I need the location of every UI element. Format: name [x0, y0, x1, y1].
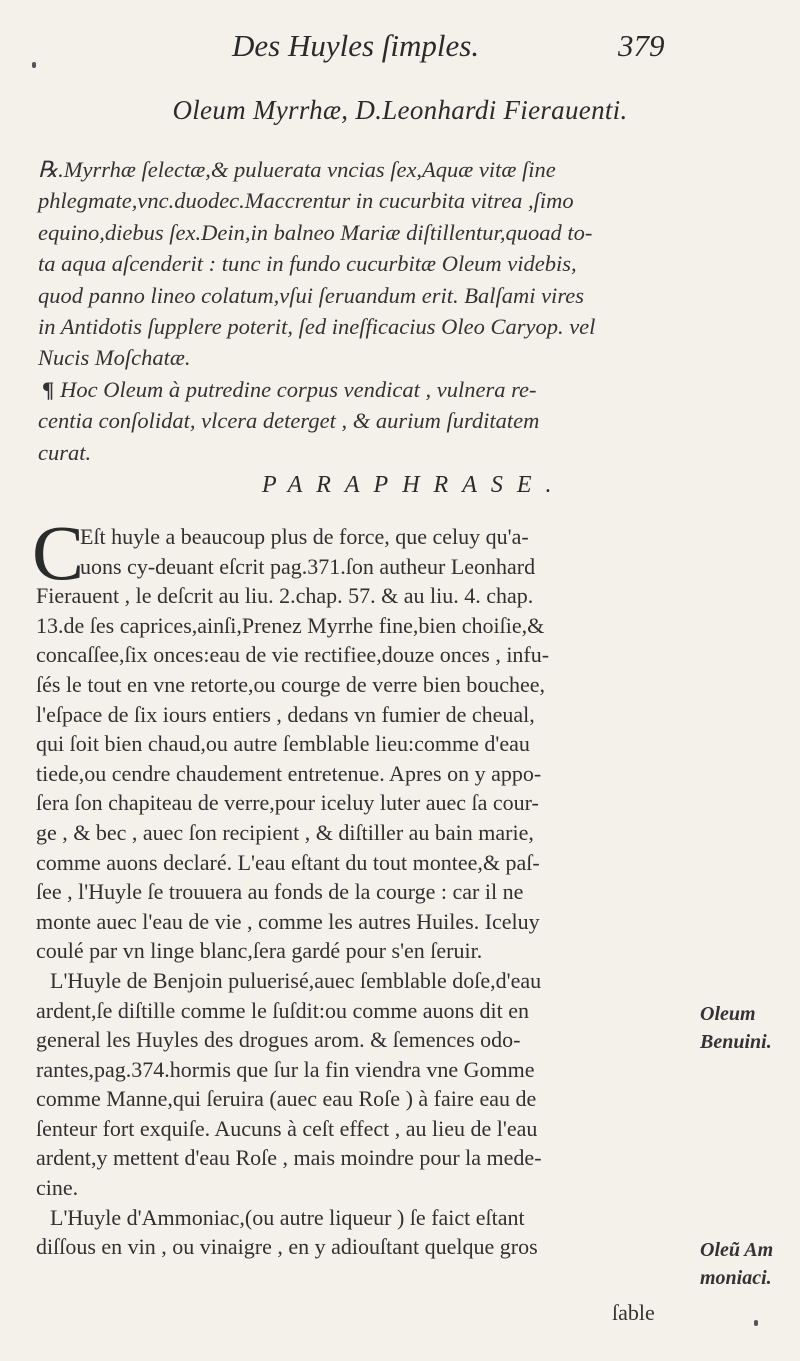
- body-line: 13.de ſes caprices,ainſi,Prenez Myrrhe fine,bien choiſie,&: [36, 612, 545, 638]
- body-line: concaſſee,ſix onces:eau de vie rectifiee,douze onces , infu-: [36, 642, 550, 668]
- body-line: L'Huyle de Benjoin puluerisé,auec ſemblable doſe,d'eau: [50, 967, 542, 993]
- body-line: tiede,ou cendre chaudement entretenue. Apres on y appo-: [36, 760, 542, 786]
- latin-line: phlegmate,vnc.duodec.Maccrentur in cucurbita vitrea ,ſimo: [38, 188, 574, 214]
- body-line: diſſous en vin , ou vinaigre , en y adiouſtant quelque gros: [36, 1234, 538, 1260]
- body-line: ge , & bec , auec ſon recipient , & diſtiller au bain marie,: [36, 819, 534, 845]
- body-line: ardent,ſe diſtille comme le ſuſdit:ou comme auons dit en: [36, 997, 530, 1023]
- body-line: qui ſoit bien chaud,ou autre ſemblable lieu:comme d'eau: [36, 731, 530, 757]
- latin-line: ℞.Myrrhæ ſelectæ,& puluerata vncias ſex,Aquæ vitæ ſine: [38, 157, 556, 182]
- latin-note-line: centia conſolidat, vlcera deterget , & aurium ſurditatem: [38, 408, 540, 434]
- latin-line: in Antidotis ſupplere poterit, ſed ineſficacius Oleo Caryop. vel: [38, 314, 596, 340]
- section-heading: PARAPHRASE.: [262, 472, 566, 498]
- pilcrow-mark: ¶: [42, 376, 55, 402]
- margin-note-benjoin: Oleum Benuini.: [700, 1003, 772, 1053]
- body-line: cine.: [36, 1175, 79, 1201]
- catchword: ſable: [612, 1300, 655, 1325]
- body-line: ſés le tout en vne retorte,ou courge de verre bien bouchee,: [36, 671, 546, 697]
- body-line: coulé par vn linge blanc,ſera gardé pour s'en ſeruir.: [36, 938, 483, 964]
- body-text: [36, 522, 726, 1262]
- body-line: l'eſpace de ſix iours entiers , dedans vn fumier de cheual,: [36, 701, 535, 727]
- margin-note-ammoniac: Oleũ Am moniaci.: [700, 1239, 774, 1289]
- body-line: uons cy-deuant eſcrit pag.371.ſon autheur Leonhard: [80, 553, 536, 579]
- body-line: L'Huyle d'Ammoniac,(ou autre liqueur ) ſe faict eſtant: [50, 1204, 525, 1230]
- drop-cap: C: [32, 509, 85, 596]
- ink-speck: [32, 62, 36, 68]
- running-head: [0, 20, 800, 70]
- latin-line: ta aqua aſcenderit : tunc in fundo cucurbitæ Oleum videbis,: [38, 251, 577, 277]
- body-line: monte auec l'eau de vie , comme les autres Huiles. Iceluy: [36, 908, 540, 934]
- running-head-title: Des Huyles ſimples.: [232, 28, 480, 63]
- body-line: comme Manne,qui ſeruira (auec eau Roſe ) à faire eau de: [36, 1086, 537, 1112]
- latin-line: quod panno lineo colatum,vſui ſeruandum erit. Balſami vires: [38, 282, 584, 308]
- page-number: 379: [618, 28, 665, 63]
- latin-line: Nucis Moſchatæ.: [38, 345, 191, 371]
- body-line: Eſt huyle a beaucoup plus de force, que celuy qu'a-: [80, 524, 529, 549]
- latin-note-line: curat.: [38, 439, 92, 465]
- body-line: ſenteur fort exquiſe. Aucuns à ceſt effect , au lieu de l'eau: [36, 1115, 538, 1141]
- body-line: ſera ſon chapiteau de verre,pour iceluy luter auec ſa cour-: [36, 790, 539, 816]
- ink-speck: [754, 1320, 758, 1326]
- latin-line: equino,diebus ſex.Dein,in balneo Mariæ diſtillentur,quoad to-: [38, 219, 593, 245]
- latin-note-line: ¶ Hoc Oleum à putredine corpus vendicat , vulnera re-: [42, 376, 537, 402]
- body-line: rantes,pag.374.hormis que ſur la fin viendra vne Gomme: [36, 1056, 535, 1082]
- body-line: ardent,y mettent d'eau Roſe , mais moindre pour la mede-: [36, 1145, 542, 1171]
- body-line: Fierauent , le deſcrit au liu. 2.chap. 57. & au liu. 4. chap.: [36, 583, 534, 609]
- latin-recipe: [38, 154, 758, 468]
- recipe-title: Oleum Myrrhæ, D.Leonhardi Fierauenti.: [172, 95, 628, 125]
- body-line: comme auons declaré. L'eau eſtant du tout montee,& paſ-: [36, 849, 540, 875]
- body-line: ſee , l'Huyle ſe trouuera au fonds de la courge : car il ne: [36, 879, 524, 905]
- body-line: general les Huyles des drogues arom. & ſemences odo-: [36, 1027, 521, 1053]
